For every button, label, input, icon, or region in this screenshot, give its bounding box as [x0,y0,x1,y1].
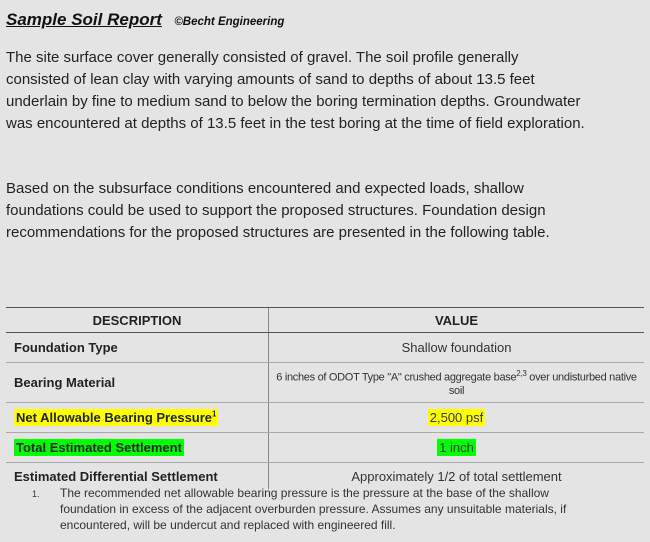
row-value: Approximately 1/2 of total settlement [269,463,645,490]
net-bearing-label: Net Allowable Bearing Pressure [16,410,213,426]
foundation-paragraph: Based on the subsurface conditions encountered and expected loads, shallow foundations could be used to support the proposed structures. Foundation design recommendations for the proposed structures are presented in the following table. [6,180,550,241]
row-value [269,363,645,403]
table-row [6,433,644,463]
row-value [269,403,645,433]
footnote-ref: 1 [212,409,217,419]
row-description [6,433,269,463]
table-header-row [6,308,644,333]
header-value: VALUE [269,308,645,333]
highlighted-value: 2,500 psf [429,410,484,425]
footnote-ref: 2,3 [516,368,527,378]
bearing-material-text: 6 inches of ODOT Type "A" crushed aggregate base [276,371,517,384]
highlighted-label: Total Estimated Settlement [16,440,182,455]
highlight-marker [14,409,218,426]
highlighted-value: 1 inch [439,440,474,455]
table-row [6,403,644,433]
foundation-table [6,307,644,489]
row-description: Foundation Type [6,333,269,363]
site-description-paragraph: The site surface cover generally consisted of gravel. The soil profile generally consisted of lean clay with varying amounts of sand to depths of about 13.5 feet underlain by fine to medium sand to below the boring termination depths. Groundwater was encountered at depths of 13.5 feet in the test boring at the time of field exploration. [6,49,585,132]
row-description [6,403,269,433]
report-title: Sample Soil Report [6,10,162,29]
row-description: Bearing Material [6,363,269,403]
copyright-notice: ©Becht Engineering [174,16,285,28]
header-description: DESCRIPTION [6,308,269,333]
footnote-number: 1. [32,489,40,499]
table-row [6,333,644,363]
row-value: Shallow foundation [269,333,645,363]
report-header [6,10,284,30]
bearing-material-text-cont: over undisturbed native soil [448,371,637,398]
footnote [32,485,596,533]
row-value [269,433,645,463]
footnote-text: The recommended net allowable bearing pressure is the pressure at the base of the shallow foundation in excess of the adjacent overburden pressure. Assumes any unsuitable materials, if encountered, will be undercut and replaced with engineered fill. [60,486,567,532]
table-row [6,363,644,403]
row-description: Estimated Differential Settlement [14,468,218,484]
